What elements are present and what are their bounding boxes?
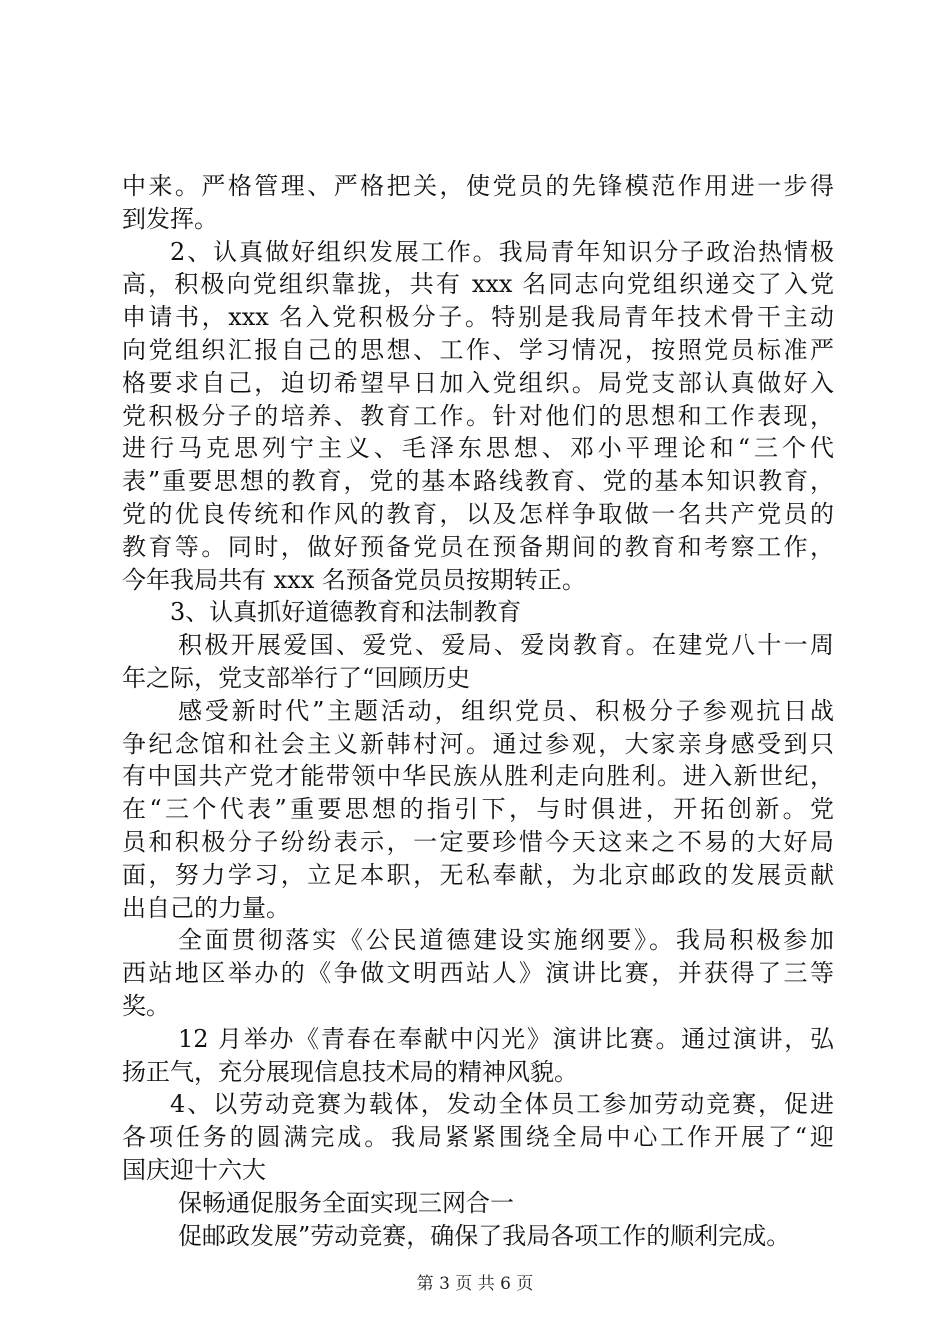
- text-line: 到发挥。: [122, 204, 218, 233]
- text-line: 积极开展爱国、爱党、爱局、爱岗教育。在建党八十一周: [178, 631, 834, 660]
- text-line: 奖。: [122, 991, 170, 1020]
- text-line: 今年我局共有 xxx 名预备党员员按期转正。: [122, 565, 586, 594]
- text-line: 员和积极分子纷纷表示，一定要珍惜今天这来之不易的大好局: [122, 827, 834, 856]
- text-line: 感受新时代”主题活动，组织党员、积极分子参观抗日战: [178, 696, 834, 725]
- text-line: 高，积极向党组织靠拢，共有 xxx 名同志向党组织递交了入党: [122, 270, 834, 299]
- text-line: 西站地区举办的《争做文明西站人》演讲比赛，并获得了三等: [122, 959, 834, 988]
- text-line: 年之际，党支部举行了“回顾历史: [122, 663, 471, 692]
- text-line: 面，努力学习，立足本职，无私奉献，为北京邮政的发展贡献: [122, 860, 834, 889]
- text-line: 扬正气，充分展现信息技术局的精神风貌。: [122, 1057, 578, 1086]
- page-number-footer: 第 3 页 共 6 页: [416, 1274, 534, 1294]
- text-line: 向党组织汇报自己的思想、工作、学习情况，按照党员标准严: [122, 335, 834, 364]
- text-line: 2、认真做好组织发展工作。我局青年知识分子政治热情极: [170, 237, 834, 266]
- text-line: 4、以劳动竞赛为载体，发动全体员工参加劳动竞赛，促进: [170, 1090, 834, 1119]
- text-line: 有中国共产党才能带领中华民族从胜利走向胜利。进入新世纪，: [122, 762, 834, 791]
- text-line: 党的优良传统和作风的教育，以及怎样争取做一名共产党员的: [122, 499, 834, 528]
- text-line: 在“三个代表”重要思想的指引下，与时俱进，开拓创新。党: [122, 795, 834, 824]
- text-line: 表”重要思想的教育，党的基本路线教育、党的基本知识教育，: [122, 467, 834, 496]
- text-line: 党积极分子的培养、教育工作。针对他们的思想和工作表现，: [122, 401, 834, 430]
- text-line: 12 月举办《青春在奉献中闪光》演讲比赛。通过演讲，弘: [178, 1024, 834, 1053]
- text-line: 争纪念馆和社会主义新韩村河。通过参观，大家亲身感受到只: [122, 729, 834, 758]
- section-heading: 3、认真抓好道德教育和法制教育: [170, 598, 522, 627]
- text-line: 全面贯彻落实《公民道德建设实施纲要》。我局积极参加: [178, 926, 834, 955]
- text-line: 进行马克思列宁主义、毛泽东思想、邓小平理论和“三个代: [122, 434, 834, 463]
- text-line: 申请书，xxx 名入党积极分子。特别是我局青年技术骨干主动: [122, 303, 834, 332]
- text-line: 中来。严格管理、严格把关，使党员的先锋模范作用进一步得: [122, 172, 834, 200]
- text-line: 教育等。同时，做好预备党员在预备期间的教育和考察工作，: [122, 532, 834, 561]
- text-line: 各项任务的圆满完成。我局紧紧围绕全局中心工作开展了“迎: [122, 1123, 834, 1152]
- text-line: 国庆迎十六大: [122, 1155, 266, 1184]
- text-line: 格要求自己，迫切希望早日加入党组织。局党支部认真做好入: [122, 368, 834, 397]
- body-text: [122, 170, 834, 1252]
- text-line: 保畅通促服务全面实现三网合一: [178, 1188, 514, 1217]
- text-line: 促邮政发展”劳动竞赛，确保了我局各项工作的顺利完成。: [178, 1221, 791, 1250]
- text-line: 出自己的力量。: [122, 893, 290, 922]
